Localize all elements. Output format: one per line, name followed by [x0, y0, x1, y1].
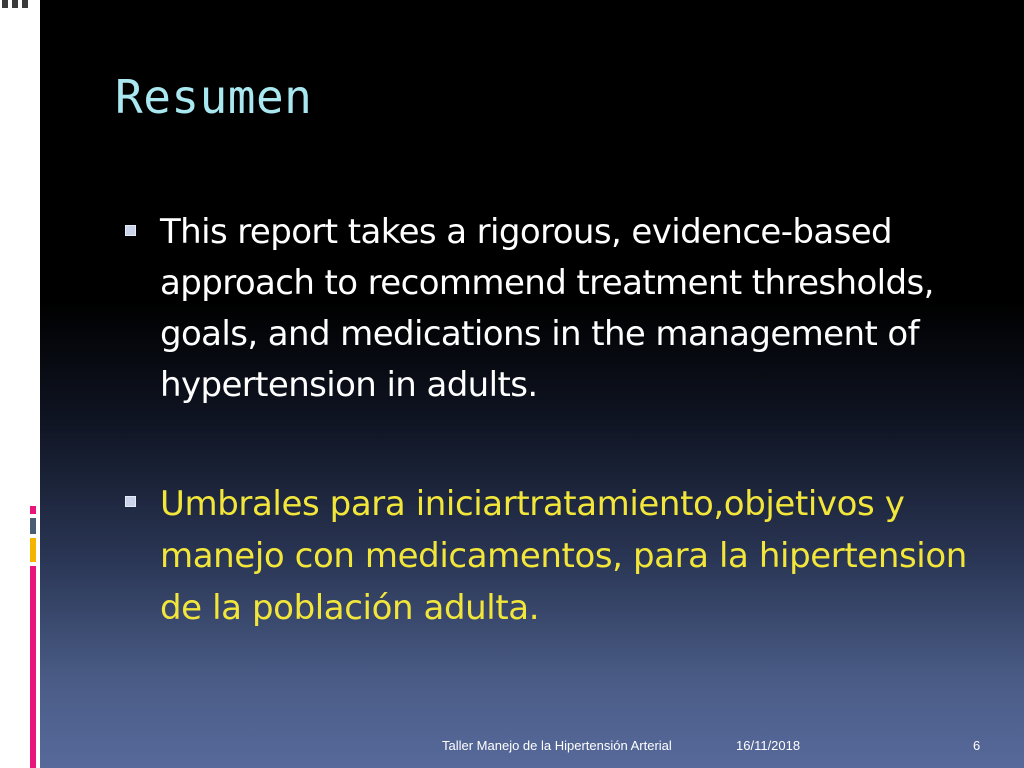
deco-bar-dark-mid [30, 518, 36, 534]
deco-bar-gold [30, 538, 36, 562]
bullet-list [125, 207, 1015, 634]
square-bullet-icon [125, 225, 136, 236]
footer-page-number: 6 [973, 738, 981, 753]
deco-bar-top-dark-1 [2, 0, 8, 8]
bullet-item-english-summary [125, 207, 1015, 411]
deco-bar-pink-top [30, 506, 36, 514]
slide-title: Resumen [115, 70, 313, 124]
bullet-text: This report takes a rigorous, evidence-based approach to recommend treatment thresholds, goals, and medications in the management of hypertension in adults. [160, 212, 934, 405]
deco-bar-pink-long [30, 566, 36, 768]
bullet-text: Umbrales para iniciartratamiento,objetivos y manejo con medicamentos, para la hipertension de la población adulta. [160, 484, 967, 628]
deco-bar-top-dark-3 [22, 0, 28, 8]
footer-title: Taller Manejo de la Hipertensión Arterial [442, 738, 672, 753]
decorative-left-bars [0, 0, 40, 768]
footer-date: 16/11/2018 [736, 738, 801, 753]
bullet-item-spanish-summary [125, 478, 1015, 634]
square-bullet-icon [125, 496, 136, 507]
deco-bar-top-dark-2 [12, 0, 18, 8]
